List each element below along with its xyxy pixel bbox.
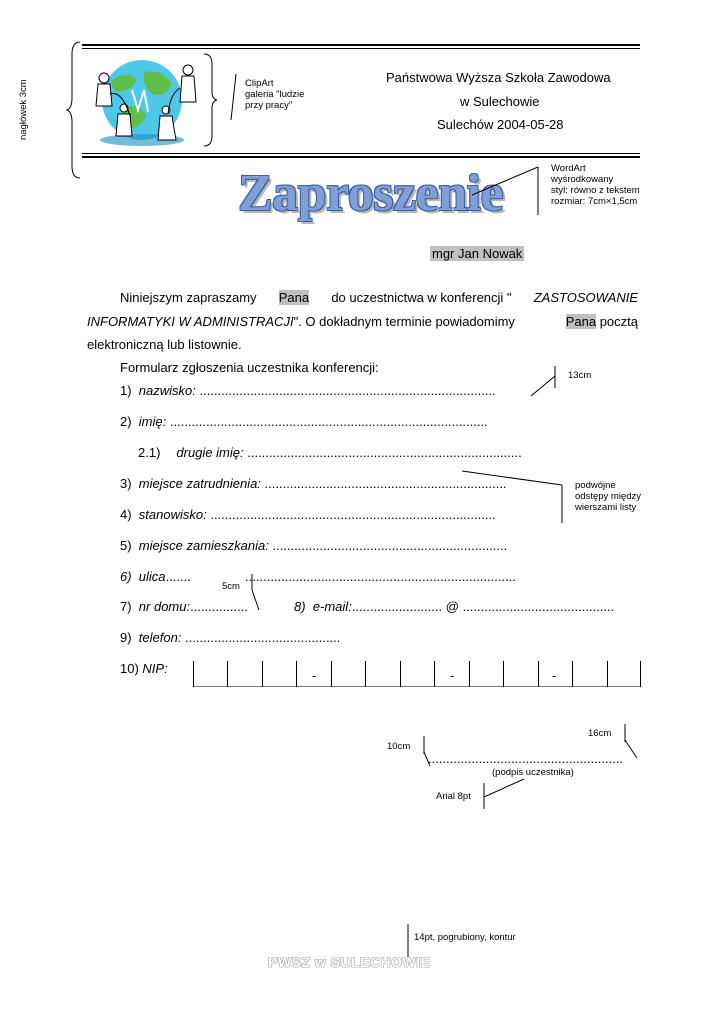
note-16cm: 16cm xyxy=(588,728,612,739)
clipart-people-globe xyxy=(82,50,212,150)
signature-line: ...................................................... xyxy=(428,751,624,766)
form-field-imie: 2) imię: ........................................................................................ xyxy=(120,414,488,429)
school-city: w Sulechowie xyxy=(460,94,540,109)
header-date: Sulechów 2004-05-28 xyxy=(437,117,564,132)
note-arial: Arial 8pt xyxy=(436,791,471,802)
form-field-stanowisko: 4) stanowisko: ............................................................................... xyxy=(120,507,496,522)
header-top-line-thin xyxy=(82,48,640,49)
header-bottom-line xyxy=(82,156,640,158)
form-field-nazwisko: 1) nazwisko: .................................................................................. xyxy=(120,383,496,398)
wordart-note-pointer xyxy=(470,155,550,225)
wordart-note: WordArt wyśrodkowany styl: równo z tekstem rozmiar: 7cm×1,5cm xyxy=(551,163,640,207)
form-field-miejsce-zatrudnienia: 3) miejsce zatrudnienia: ................................................................... xyxy=(120,476,507,491)
note-footer: 14pt, pogrubiony, kontur xyxy=(414,932,516,943)
nip-dash-3: - xyxy=(552,668,557,683)
form-field-miejsce-zamieszkania: 5) miejsce zamieszkania: ................................................................. xyxy=(120,538,508,553)
form-field-nr-domu: 7) nr domu:................ xyxy=(120,599,248,614)
clipart-note-pointer xyxy=(225,72,245,122)
form-field-telefon: 9) telefon: ........................................... xyxy=(120,630,341,645)
form-field-nip: 10) NIP: xyxy=(120,661,168,676)
side-label: nagłówek 3cm xyxy=(18,79,29,140)
nip-boxes xyxy=(193,661,641,687)
signature-label: (podpis uczestnika) xyxy=(492,767,574,778)
form-field-ulica: 6) ulica....... ........................................................................... xyxy=(120,569,516,584)
recipient: mgr Jan Nowak xyxy=(432,246,523,261)
note-13cm-pointer xyxy=(525,362,565,402)
note-13cm: 13cm xyxy=(568,370,592,381)
note-arial-pointer xyxy=(480,775,530,815)
header-bottom-line-thin xyxy=(82,153,640,154)
form-field-drugie-imie: 2.1) drugie imię: ............................................................................ xyxy=(138,445,522,460)
body-line-1: Niniejszym zapraszamy Pana do uczestnictwa w konferencji " ZASTOSOWANIE xyxy=(120,290,638,305)
note-10cm: 10cm xyxy=(387,741,411,752)
note-spacing: podwójne odstępy między wierszami listy xyxy=(575,480,642,513)
body-line-2: INFORMATYKI W ADMINISTRACJI". O dokładnym terminie powiadomimy Pana pocztą xyxy=(87,314,638,329)
nip-dash-2: - xyxy=(450,668,455,683)
note-5cm-pointer xyxy=(247,570,267,614)
nip-dash-1: - xyxy=(312,668,317,683)
clipart-note: ClipArt galeria "ludzie przy pracy" xyxy=(245,78,305,111)
clipart-brace xyxy=(200,52,220,148)
form-title: Formularz zgłoszenia uczestnika konferencji: xyxy=(120,360,379,375)
body-line-3: elektroniczną lub listownie. xyxy=(87,337,242,352)
footer-text: PWSZ w SULECHOWIE xyxy=(268,954,431,970)
note-5cm: 5cm xyxy=(222,581,240,592)
form-field-email: 8) e-mail:......................... @ .......................................... xyxy=(294,599,615,614)
school-name: Państwowa Wyższa Szkoła Zawodowa xyxy=(386,70,611,85)
wordart-title: Zaproszenie xyxy=(238,165,504,222)
note-spacing-pointer xyxy=(460,465,570,525)
header-top-line xyxy=(82,44,640,46)
